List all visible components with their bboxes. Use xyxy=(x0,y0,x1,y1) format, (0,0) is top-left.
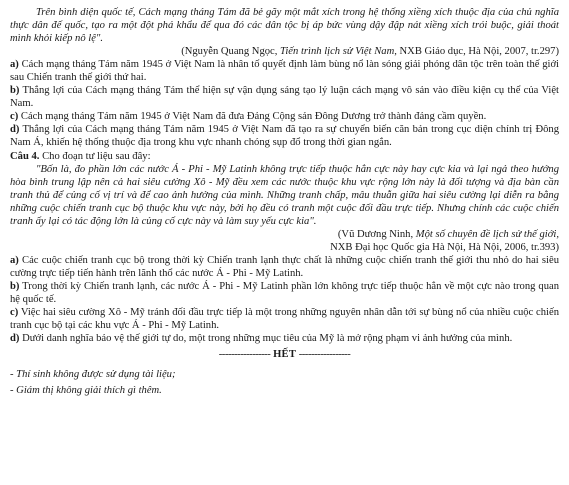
q3-option-a: a) Cách mạng tháng Tám năm 1945 ở Việt Nam là nhân tố quyết định làm bùng nổ làn sóng giải phóng dân tộc trên toàn thế giới sau Chiến tranh thế giới thứ hai. xyxy=(10,59,559,84)
q4-option-b: b) Trong thời kỳ Chiến tranh lạnh, các nước Á - Phi - Mỹ Latinh phần lớn không trực tiếp thuộc hẳn về một cực nào trong quan hệ quốc tế. xyxy=(10,280,559,306)
q3-option-b: b) Thắng lợi của Cách mạng tháng Tám thể hiện sự vận dụng sáng tạo lý luận cách mạng vô sản vào điều kiện cụ thể của Việt Nam. xyxy=(10,85,559,110)
q3-option-d: d) Thắng lợi của Cách mạng tháng Tám năm 1945 ở Việt Nam đã tạo ra sự chuyển biến căn bản trong cục diện chính trị Đông Nam Á, khiến hệ thống thuộc địa trong khu vực nhanh chóng sụp đổ trong thời gian ngắn. xyxy=(10,124,559,149)
q4-quote: "Bốn là, đo phần lớn các nước Á - Phi - Mỹ Latinh không trực tiếp thuộc hẳn cực này hay cực kia và lại ngả theo hướng hòa bình trung lập nên cả hai siêu cường Xô - Mỹ đều xem các nước thuộc khu vực rộng lớn này là đối tượng và địa bàn cần tranh thủ để củng cố vị trí và để cao ảnh hưởng của mình. Những tranh chấp, mâu thuẫn giữa hai siêu cường lại diễn ra bằng những cuộc chiến tranh cục bộ thuộc khu vực này, bởi họ đều có tranh một cuộc đối đầu trực tiếp. Nhưng chính các cuộc chiến tranh ấy lại có tác động lớn là củng cố cực này và làm suy yếu cực kia". xyxy=(10,163,559,227)
q4-option-c: c) Việc hai siêu cường Xô - Mỹ tránh đối đầu trực tiếp là một trong những nguyên nhân dẫn tới sự bùng nổ của nhiều cuộc chiến tranh cục bộ tại các khu vực Á - Phi - Mỹ Latinh. xyxy=(10,307,559,332)
q3-source: (Nguyễn Quang Ngọc, Tiến trình lịch sử Việt Nam, NXB Giáo dục, Hà Nội, 2007, tr.297) xyxy=(181,46,559,58)
q4-source-line2: NXB Đại học Quốc gia Hà Nội, Hà Nội, 2006, tr.393) xyxy=(330,241,559,253)
note-no-materials: - Thí sinh không được sử dụng tài liệu; xyxy=(10,369,176,381)
q3-option-c: c) Cách mạng tháng Tám năm 1945 ở Việt Nam đã đưa Đảng Cộng sản Đông Dương trở thành đảng cầm quyền. xyxy=(10,111,487,123)
q3-quote: Trên bình diện quốc tế, Cách mạng tháng Tám đã bẻ gãy một mắt xích trong hệ thống xiềng xích thuộc địa của chủ nghĩa thực dân đế quốc, tạo ra một đột phá khẩu để qua đó các dân tộc bị áp bức vùng dậy đập nát xiềng xích trói buộc, giải thoát mình khỏi kiếp nô lệ". xyxy=(10,7,559,45)
note-no-explanation: - Giám thị không giải thích gì thêm. xyxy=(10,385,162,397)
exam-notes xyxy=(10,368,559,397)
q4-source-line1: (Vũ Dương Ninh, Một số chuyên đề lịch sử thế giới, xyxy=(337,228,559,240)
q4-option-d: d) Dưới danh nghĩa bảo vệ thế giới tự do, một trong những mục tiêu của Mỹ là mở rộng phạm vi ảnh hưởng của mình. xyxy=(10,333,513,345)
q4-option-a: a) Các cuộc chiến tranh cục bộ trong thời kỳ Chiến tranh lạnh thực chất là những cuộc chiến tranh thế giới thu nhỏ do hai siêu cường trực tiếp tiến hành trên lãnh thổ các nước Á - Phi - Mỹ Latinh. xyxy=(10,254,559,279)
end-marker: ----------------- HẾT ----------------- xyxy=(218,349,351,361)
q4-heading: Câu 4. Cho đoạn tư liệu sau đây: xyxy=(10,150,151,162)
